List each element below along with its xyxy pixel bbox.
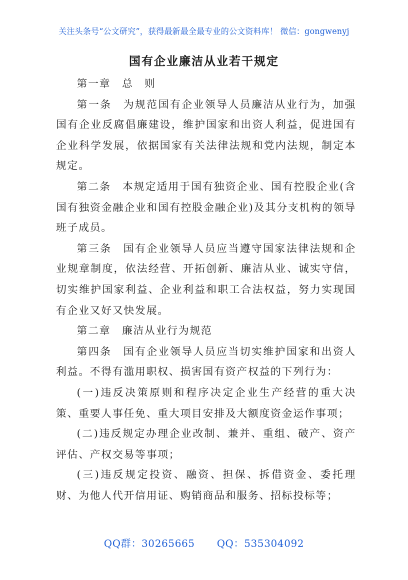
promo-banner: 关注头条号“公文研究”，获得最新最全最专业的公文资料库！ 微信：gongwenyj: [58, 27, 350, 36]
document-body: [56, 74, 356, 506]
contact-footer: [0, 535, 408, 550]
article-1: 第一条 为规范国有企业领导人员廉洁从业行为，加强国有企业反腐倡廉建设，维护国家和出资人利益，促进国有企业科学发展，依据国家有关法律法规和党内法规，制定本规定。: [56, 98, 356, 173]
chapter-heading-1: 第一章 总 则: [76, 78, 156, 90]
article-4-item-2: (二)违反规定办理企业改制、兼并、重组、破产、资产评估、产权交易等事项；: [56, 428, 356, 461]
chapter-heading-2: 第二章 廉洁从业行为规范: [76, 325, 213, 338]
qq-group-number: QQ群：30265665: [103, 539, 195, 550]
qq-number: QQ：535304092: [216, 539, 305, 550]
document-title: 国有企业廉洁从业若干规定: [129, 54, 279, 68]
article-4-item-1: (一)违反决策原则和程序决定企业生产经营的重大决策、重要人事任免、重大项目安排及大额度资金运作事项；: [56, 386, 356, 420]
article-4: 第四条 国有企业领导人员应当切实维护国家和出资人利益。不得有滥用职权、损害国有资产权益的下列行为：: [56, 345, 356, 379]
article-2: 第二条 本规定适用于国有独资企业、国有控股企业(含国有独资金融企业和国有控股金融企业)及其分支机构的领导班子成员。: [56, 180, 356, 235]
article-4-item-3: (三)违反规定投资、融资、担保、拆借资金、委托理财、为他人代开信用证、购销商品和服务、招标投标等；: [56, 469, 356, 502]
article-3: 第三条 国有企业领导人员应当遵守国家法律法规和企业规章制度，依法经营、开拓创新、廉洁从业、诚实守信，切实维护国家利益、企业利益和职工合法权益，努力实现国有企业又好又快发展。: [56, 242, 356, 317]
